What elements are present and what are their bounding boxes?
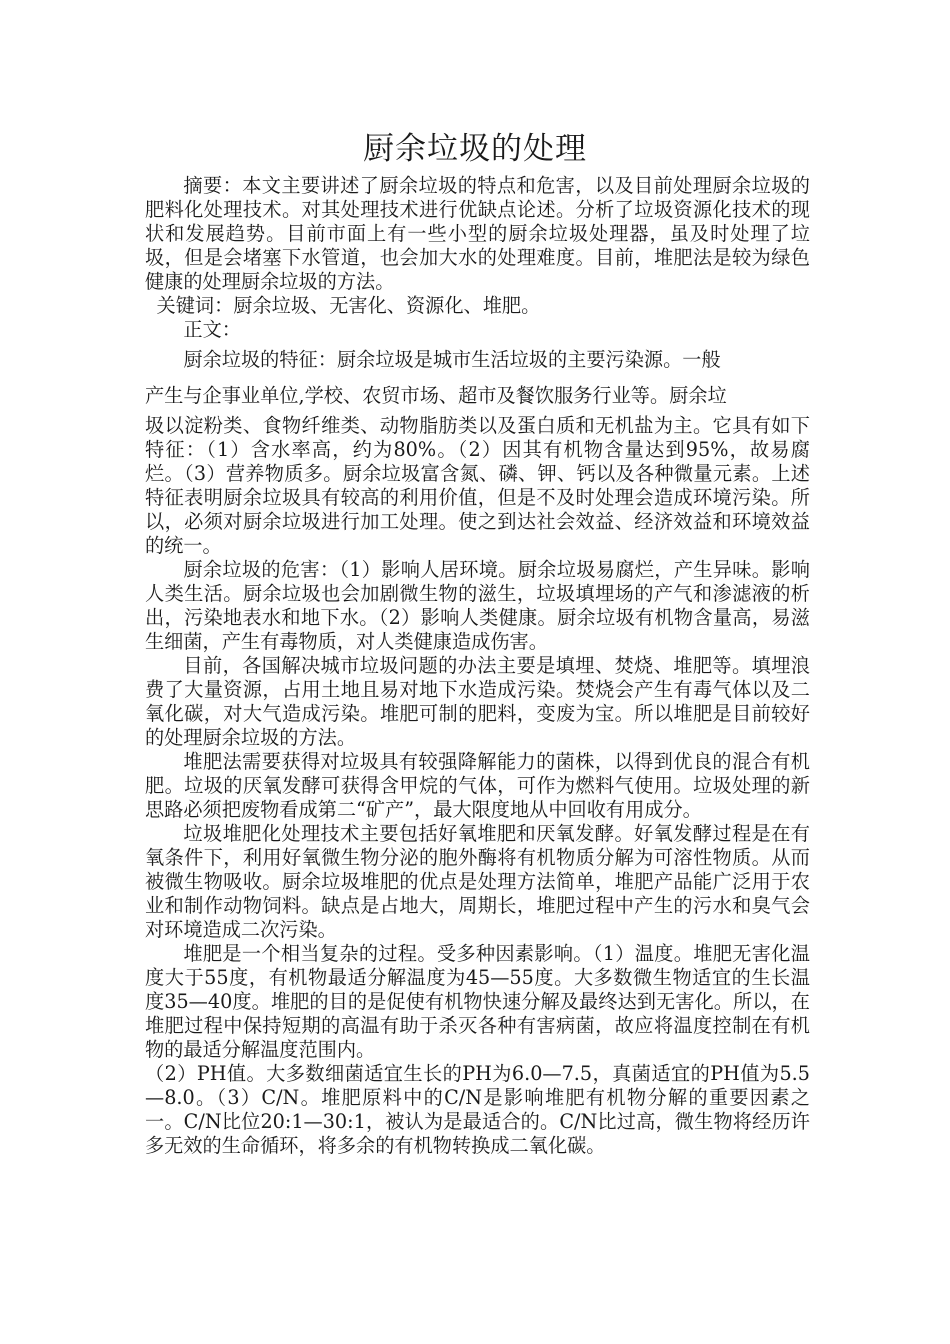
paragraph-features-rest: 圾以淀粉类、食物纤维类、动物脂肪类以及蛋白质和无机盐为主。它具有如下特征：（1）含水率高，约为80%。（2）因其有机物含量达到95%，故易腐烂。（3）营养物质多。厨余垃圾富含氮、磷、钾、钙以及各种微量元素。上述特征表明厨余垃圾具有较高的利用价值，但是不及时处理会造成环境污染。所以，必须对厨余垃圾进行加工处理。使之到达社会效益、经济效益和环境效益的统一。 [145,414,810,557]
paragraph-features-line2: 产生与企事业单位,学校、农贸市场、超市及餐饮服务行业等。厨余垃 [145,384,727,407]
keywords-line: 关键词：厨余垃圾、无害化、资源化、堆肥。 [156,294,541,317]
paragraph-features-line1: 厨余垃圾的特征：厨余垃圾是城市生活垃圾的主要污染源。一般 [183,348,721,371]
abstract-paragraph: 摘要：本文主要讲述了厨余垃圾的特点和危害，以及目前处理厨余垃圾的肥料化处理技术。对其处理技术进行优缺点论述。分析了垃圾资源化技术的现状和发展趋势。目前市面上有一些小型的厨余垃圾处理器，虽及时处理了垃圾，但是会堵塞下水管道，也会加大水的处理难度。目前，堆肥法是较为绿色健康的处理厨余垃圾的方法。 [145,174,810,293]
paragraph-hazards: 厨余垃圾的危害：（1）影响人居环境。厨余垃圾易腐烂，产生异味。影响人类生活。厨余垃圾也会加剧微生物的滋生，垃圾填埋场的产气和渗滤液的析出，污染地表水和地下水。（2）影响人类健康。厨余垃圾有机物含量高，易滋生细菌，产生有毒物质，对人类健康造成伤害。 [145,558,810,653]
document-title: 厨余垃圾的处理 [363,131,587,167]
document-body [145,174,810,1158]
paragraph-ph-cn: （2）PH值。大多数细菌适宜生长的PH为6.0—7.5，真菌适宜的PH值为5.5—8.0。（3）C/N。堆肥原料中的C/N是影响堆肥有机物分解的重要因素之一。C/N比位20:1—30:1，被认为是最适合的。C/N比过高，微生物将经历许多无效的生命循环，将多余的有机物转换成二氧化碳。 [145,1062,810,1157]
paragraph-methods: 目前，各国解决城市垃圾问题的办法主要是填埋、焚烧、堆肥等。填埋浪费了大量资源，占用土地且易对地下水造成污染。焚烧会产生有毒气体以及二氧化碳，对大气造成污染。堆肥可制的肥料，变废为宝。所以堆肥是目前较好的处理厨余垃圾的方法。 [145,654,810,749]
body-label: 正文： [183,318,241,341]
paragraph-techniques: 垃圾堆肥化处理技术主要包括好氧堆肥和厌氧发酵。好氧发酵过程是在有氧条件下，利用好氧微生物分泌的胞外酶将有机物质分解为可溶性物质。从而被微生物吸收。厨余垃圾堆肥的优点是处理方法简单，堆肥产品能广泛用于农业和制作动物饲料。缺点是占地大，周期长，堆肥过程中产生的污水和臭气会对环境造成二次污染。 [145,822,810,941]
paragraph-composting: 堆肥法需要获得对垃圾具有较强降解能力的菌株，以得到优良的混合有机肥。垃圾的厌氧发酵可获得含甲烷的气体，可作为燃料气使用。垃圾处理的新思路必须把废物看成第二“矿产”，最大限度地从中回收有用成分。 [145,750,810,821]
paragraph-factors: 堆肥是一个相当复杂的过程。受多种因素影响。（1）温度。堆肥无害化温度大于55度，有机物最适分解温度为45—55度。大多数微生物适宜的生长温度35—40度。堆肥的目的是促使有机物快速分解及最终达到无害化。所以，在堆肥过程中保持短期的高温有助于杀灭各种有害病菌，故应将温度控制在有机物的最适分解温度范围内。 [145,942,810,1061]
